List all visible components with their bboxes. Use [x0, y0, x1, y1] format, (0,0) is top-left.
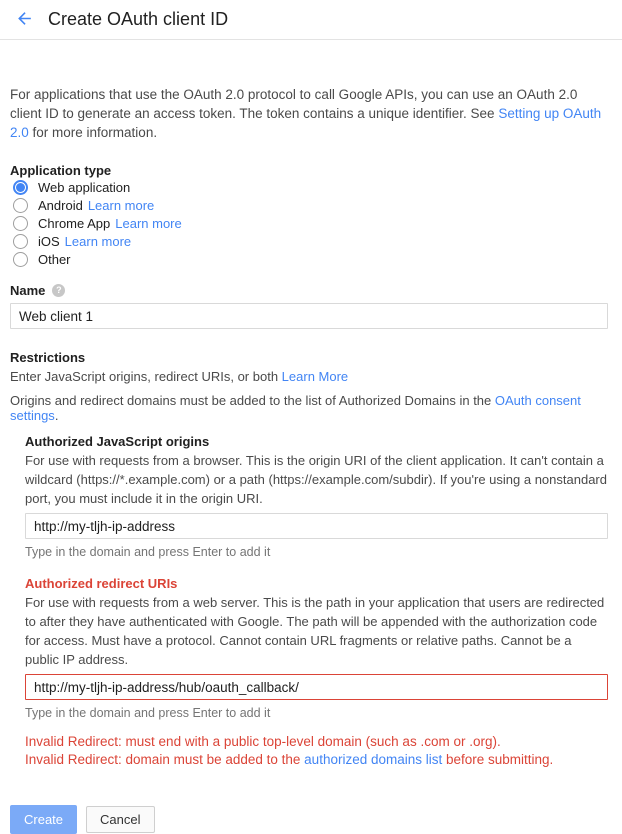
- intro-text: For applications that use the OAuth 2.0 protocol to call Google APIs, you can use an OAuth 2.0 client ID to generate an access token. The token contains a unique identifier. See: [10, 87, 578, 121]
- radio-label: iOS: [38, 234, 60, 249]
- page-header: [0, 0, 622, 40]
- radio-unselected-icon[interactable]: [13, 234, 28, 249]
- name-field-block: [10, 283, 608, 329]
- radio-option-web-application[interactable]: [10, 179, 608, 196]
- error-message-domain: [25, 751, 608, 769]
- js-origins-section: [25, 434, 608, 559]
- redirect-uris-title: Authorized redirect URIs: [25, 576, 178, 591]
- restrictions-line2: [10, 393, 608, 423]
- redirect-uris-hint: Type in the domain and press Enter to add it: [25, 706, 271, 720]
- radio-option-android[interactable]: [10, 197, 608, 214]
- authorized-domains-list-link[interactable]: authorized domains list: [304, 751, 443, 767]
- name-input[interactable]: [10, 303, 608, 329]
- js-origins-hint: Type in the domain and press Enter to add it: [25, 545, 271, 559]
- error-message-tld: Invalid Redirect: must end with a public top-level domain (such as .com or .org).: [25, 734, 501, 749]
- create-button[interactable]: Create: [10, 805, 77, 834]
- android-learn-more-link[interactable]: Learn more: [87, 198, 155, 213]
- help-icon[interactable]: ?: [52, 284, 65, 297]
- radio-option-chrome-app[interactable]: [10, 215, 608, 232]
- arrow-left-icon: [15, 9, 34, 31]
- restrictions-line1: [10, 369, 608, 384]
- ios-learn-more-link[interactable]: Learn more: [64, 234, 132, 249]
- form-content: [0, 85, 622, 834]
- restrictions-section: [10, 350, 608, 768]
- application-type-group: [10, 163, 608, 268]
- oauth-consent-settings-link[interactable]: OAuth consent settings: [10, 393, 581, 423]
- action-buttons: [10, 805, 608, 834]
- error-message-domain-prefix: Invalid Redirect: domain must be added to the: [25, 751, 305, 767]
- restrictions-title: Restrictions: [10, 350, 86, 365]
- name-label: Name: [10, 283, 46, 298]
- redirect-uris-description: For use with requests from a web server. This is the path in your application that users are redirected to after they have authenticated with Google. The path will be appended with the authorization code for access. Must have a protocol. Cannot contain URL fragments or relative paths. Cannot be a public IP address.: [25, 595, 605, 667]
- radio-label: Android: [38, 198, 83, 213]
- redirect-uris-input[interactable]: [25, 674, 608, 700]
- restrictions-learn-more-link[interactable]: Learn More: [281, 369, 349, 384]
- restrictions-line2-suffix: .: [54, 408, 59, 423]
- js-origins-description: For use with requests from a browser. This is the origin URI of the client application. It can't contain a wildcard (https://*.example.com) or a path (https://example.com/subdir). If you're using a nonstandard port, you must include it in the origin URI.: [25, 453, 607, 506]
- application-type-label: Application type: [10, 163, 112, 178]
- validation-errors: [25, 733, 608, 768]
- radio-unselected-icon[interactable]: [13, 216, 28, 231]
- back-button[interactable]: [0, 9, 48, 31]
- page-title: Create OAuth client ID: [48, 9, 229, 29]
- radio-label: Other: [38, 252, 71, 267]
- radio-unselected-icon[interactable]: [13, 252, 28, 267]
- radio-label: Web application: [38, 180, 131, 195]
- radio-option-ios[interactable]: [10, 233, 608, 250]
- chrome-app-learn-more-link[interactable]: Learn more: [115, 216, 182, 231]
- intro-text-after: for more information.: [28, 125, 158, 140]
- cancel-button[interactable]: Cancel: [86, 806, 154, 833]
- radio-label: Chrome App: [38, 216, 111, 231]
- restrictions-line1-text: Enter JavaScript origins, redirect URIs, or both: [10, 369, 282, 384]
- js-origins-title: Authorized JavaScript origins: [25, 434, 210, 449]
- restrictions-line2-text: Origins and redirect domains must be added to the list of Authorized Domains in the: [10, 393, 495, 408]
- redirect-uris-section: [25, 576, 608, 768]
- intro-paragraph: [10, 85, 608, 142]
- error-message-domain-suffix: before submitting.: [442, 751, 554, 767]
- radio-option-other[interactable]: [10, 251, 608, 268]
- radio-unselected-icon[interactable]: [13, 198, 28, 213]
- radio-selected-icon[interactable]: [13, 180, 28, 195]
- js-origins-input[interactable]: [25, 513, 608, 539]
- setting-up-oauth-link[interactable]: Setting up OAuth 2.0: [10, 106, 602, 140]
